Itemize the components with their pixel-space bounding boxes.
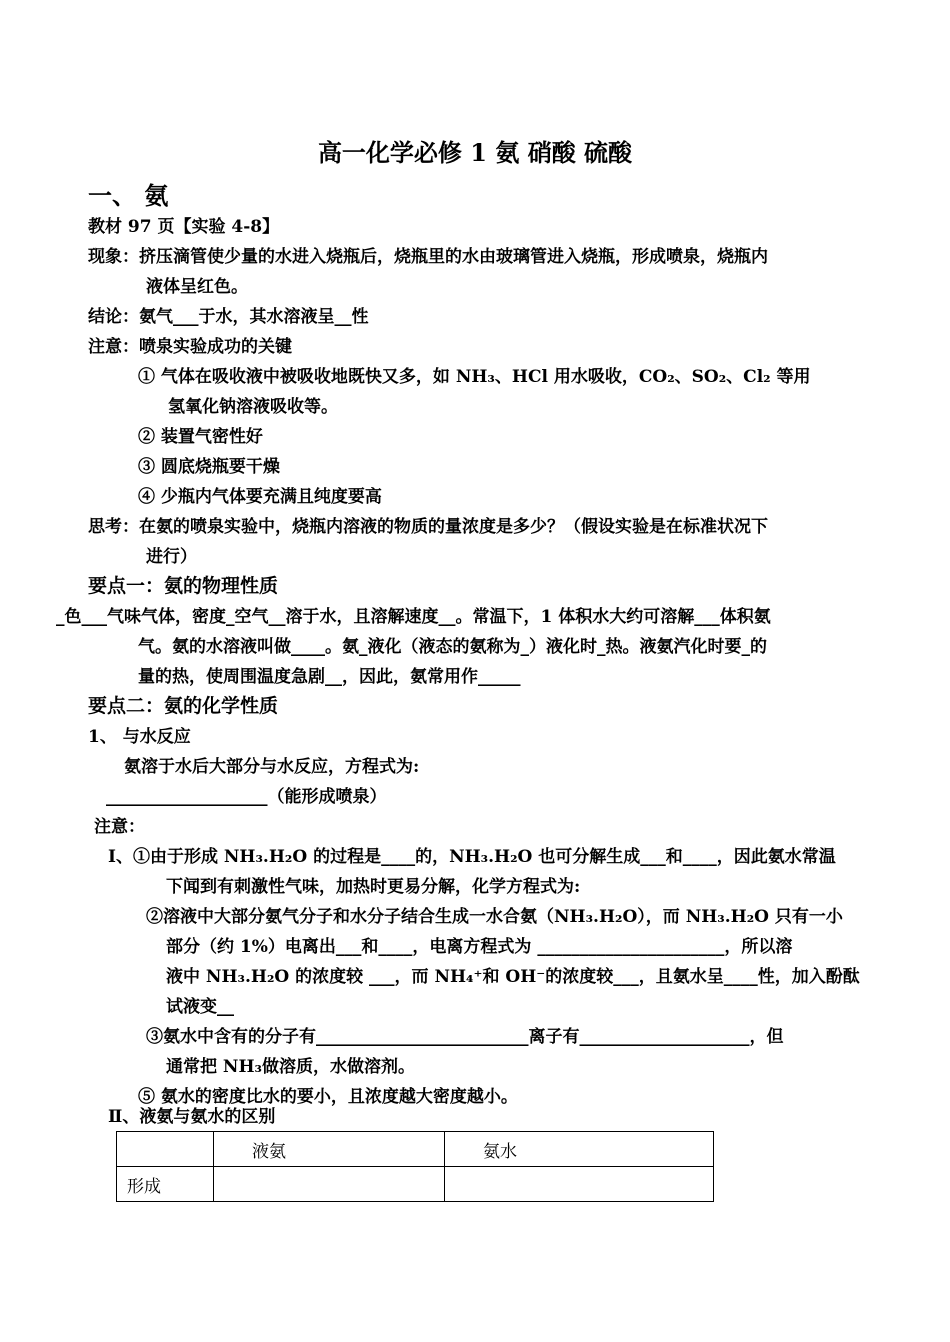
key-point-3: ③ 圆底烧瓶要干燥 xyxy=(138,457,280,477)
table-cell xyxy=(445,1167,714,1202)
document-title: 高一化学必修 1 氨 硝酸 硫酸 xyxy=(317,138,633,167)
note-2-line-4: 试液变__ xyxy=(166,997,234,1017)
note-2-line-3: 液中 NH₃.H₂O 的浓度较 ___，而 NH₄⁺和 OH⁻的浓度较___，且氨水呈____性，加入酚酞 xyxy=(166,967,860,987)
phenomenon-line-2: 液体呈红色。 xyxy=(146,277,248,297)
key-point-1-line-2: 氢氧化钠溶液吸收等。 xyxy=(168,397,338,417)
reaction-description: 氨溶于水后大部分与水反应，方程式为: xyxy=(124,757,420,777)
table-cell: 形成 xyxy=(117,1167,214,1202)
physical-properties-line-2: 气。氨的水溶液叫做____。氨_液化（液态的氨称为_）液化时_热。液氨汽化时要_的 xyxy=(138,637,767,657)
physical-properties-line-3: 量的热，使周围温度急剧__，因此，氨常用作_____ xyxy=(138,667,521,687)
table-header-cell xyxy=(117,1132,214,1167)
thinking-question-line-1: 思考：在氨的喷泉实验中，烧瓶内溶液的物质的量浓度是多少？（假设实验是在标准状况下 xyxy=(88,517,768,537)
table-header-row xyxy=(117,1132,714,1167)
note-3-line-2: 通常把 NH₃做溶质，水做溶剂。 xyxy=(166,1057,415,1077)
textbook-reference: 教材 97 页【实验 4-8】 xyxy=(88,217,280,237)
key-point-1-line-1: ① 气体在吸收液中被吸收地既快又多，如 NH₃、HCl 用水吸收，CO₂、SO₂、Cl₂ 等用 xyxy=(138,367,811,387)
section-heading-ammonia: 一、 氨 xyxy=(88,181,169,210)
physical-properties-line-1: _色___气味气体，密度_空气__溶于水，且溶解速度__。常温下，1 体积水大约可溶解___体积氨 xyxy=(56,607,771,627)
conclusion-line: 结论：氨气___于水，其水溶液呈__性 xyxy=(88,307,369,327)
comparison-table xyxy=(116,1131,714,1202)
phenomenon-line-1: 现象：挤压滴管使少量的水进入烧瓶后，烧瓶里的水由玻璃管进入烧瓶，形成喷泉，烧瓶内 xyxy=(88,247,768,267)
note-5: ⑤ 氨水的密度比水的要小，且浓度越大密度越小。 xyxy=(138,1087,518,1107)
note-label: 注意： xyxy=(94,817,145,837)
table-header-cell: 氨水 xyxy=(445,1132,714,1167)
subheading-physical-properties: 要点一：氨的物理性质 xyxy=(88,575,279,597)
note-heading: 注意：喷泉实验成功的关键 xyxy=(88,337,292,357)
comparison-heading: Ⅱ、液氨与氨水的区别 xyxy=(108,1107,276,1127)
note-3-line-1: ③氨水中含有的分子有_________________________离子有____________________，但 xyxy=(146,1027,784,1047)
key-point-4: ④ 少瓶内气体要充满且纯度要高 xyxy=(138,487,382,507)
key-point-2: ② 装置气密性好 xyxy=(138,427,263,447)
note-1-line-1: Ⅰ、①由于形成 NH₃.H₂O 的过程是____的，NH₃.H₂O 也可分解生成___和____，因此氨水常温 xyxy=(108,847,836,867)
subheading-chemical-properties: 要点二：氨的化学性质 xyxy=(88,695,279,717)
thinking-question-line-2: 进行） xyxy=(146,547,197,567)
note-2-line-1: ②溶液中大部分氨气分子和水分子结合生成一水合氨（NH₃.H₂O），而 NH₃.H₂O 只有一小 xyxy=(146,907,843,927)
item-reaction-with-water: 1、 与水反应 xyxy=(88,727,191,747)
equation-blank-line: ___________________（能形成喷泉） xyxy=(106,787,387,807)
table-header-cell: 液氨 xyxy=(214,1132,445,1167)
note-2-line-2: 部分（约 1%）电离出___和____，电离方程式为 ______________________，所以溶 xyxy=(166,937,793,957)
table-cell xyxy=(214,1167,445,1202)
note-1-line-2: 下闻到有刺激性气味，加热时更易分解，化学方程式为: xyxy=(166,877,581,897)
table-row xyxy=(117,1167,714,1202)
